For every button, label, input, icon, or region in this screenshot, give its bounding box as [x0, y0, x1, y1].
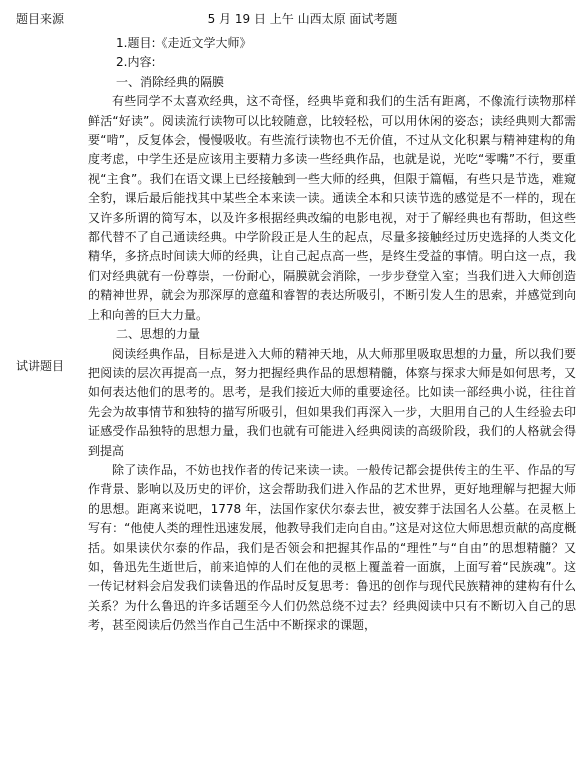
topic-item: 1.题目:《走近文学大师》 [116, 36, 252, 50]
section-2-heading: 二、思想的力量 [116, 327, 201, 342]
section-1-heading: 一、消除经典的隔膜 [116, 74, 225, 89]
page-header: 5 月 19 日 上午 山西太原 面试考题 [207, 12, 398, 26]
trial-label: 试讲题目 [16, 359, 65, 373]
source-label: 题目来源 [16, 12, 65, 26]
document-body [88, 34, 576, 636]
content-item: 2.内容: [116, 55, 156, 70]
paragraph-1: 有些同学不太喜欢经典，这不奇怪，经典毕竟和我们的生活有距离，不像流行读物那样鲜活“好读”。阅读流行读物可以比较随意，比较轻松，可以用休闲的姿态；读经典则大都需要“啃”，反复体会，慢慢吸收。有些流行读物也不无价值，不过从文化积累与精神建构的角度考虑，中学生还是应该用主要精力多读一些经典作品，也就是说，光吃“零嘴”不行，要重视“主食”。我们在语文课上已经接触到一些大师的经典，但限于篇幅，有些只是节选，难窥全豹，课后最后能找其中某些全本来读一读。通读全本和只读节选的感觉是不一样的，现在又许多所谓的简写本，以及许多根据经典改编的电影电视，对于了解经典也有帮助，但这些都代替不了自己通读经典。中学阶段正是人生的起点，尽量多接触经过历史选择的人类文化精华，多挤点时间读大师的经典，让自己起点高一些，是终生受益的事情。明白这一点，我们对经典就有一份尊崇，一份耐心，隔膜就会消除，一步步登堂入室；当我们进入大师创造的精神世界，就会为那深厚的意蕴和睿智的表达所吸引，不断引发人生的思索，并感觉到向上和向善的巨大力量。 [88, 94, 576, 322]
paragraph-3: 除了读作品，不妨也找作者的传记来读一读。一般传记都会提供传主的生平、作品的写作背景、影响以及历史的评价，这会帮助我们进入作品的艺术世界，更好地理解与把握大师的思想。距离来说吧，1778 年，法国作家伏尔泰去世，被安葬于法国名人公墓。在灵柩上写有：“他使人类的理性迅速发展，他教导我们走向自由。”这是对这位大师思想贡献的高度概括。如果读伏尔泰的作品，我们是否领会和把握其作品的“理性”与“自由”的思想精髓？又如，鲁迅先生逝世后，前来追悼的人们在他的灵柩上覆盖着一面旗，上面写着“民族魂”。这一传记材料会启发我们读鲁迅的作品时反复思考：鲁迅的创作与现代民族精神的建构有什么关系？为什么鲁迅的许多话题至今人们仍然总绕不过去？经典阅读中只有不断切入自己的思考，甚至阅读后仍然当作自己生活中不断探求的课题， [88, 462, 576, 633]
paragraph-2: 阅读经典作品，目标是进入大师的精神天地，从大师那里吸取思想的力量，所以我们要把阅读的层次再提高一点，努力把握经典作品的思想精髓，体察与探求大师是如何思考，又如何表达他们的思考的。思考，是我们接近大师的重要途径。比如读一部经典小说，往往首先会为故事情节和独特的描写所吸引，但如果我们再深入一步，大胆用自己的人生经验去印证感受作品独特的思想力量，我们也就有可能进入经典阅读的高级阶段，我们的人格就会得到提高 [88, 346, 576, 458]
